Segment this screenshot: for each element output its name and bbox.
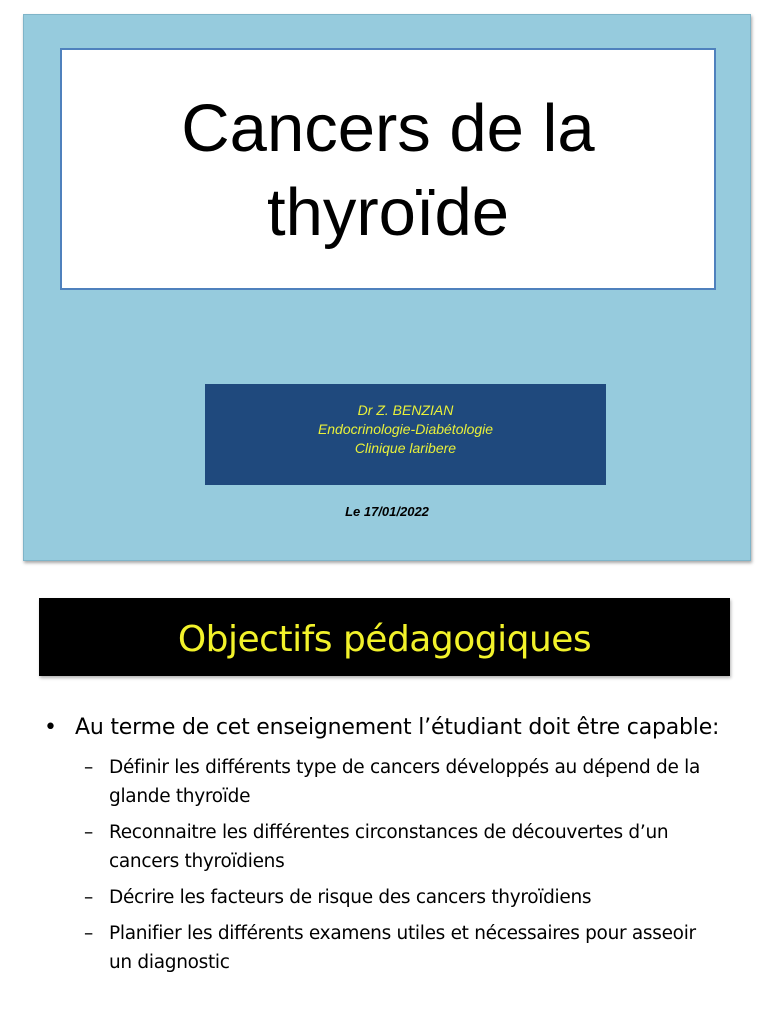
title-slide: [23, 14, 751, 561]
intro-text: Au terme de cet enseignement l’étudiant doit être capable:: [75, 715, 720, 740]
list-item-text: Définir les différents type de cancers développés au dépend de la glande thyroïde: [109, 757, 700, 807]
slide-title: [108, 87, 668, 255]
list-item-text: Planifier les différents examens utiles et nécessaires pour asseoir un diagnostic: [109, 923, 696, 973]
author-department: Endocrinologie-Diabétologie: [317, 421, 494, 437]
title-box: [60, 48, 716, 290]
author-clinic: Clinique laribere: [354, 440, 457, 456]
objectives-content: [0, 712, 768, 984]
list-item-text: Reconnaitre les différentes circonstances de découvertes d’un cancers thyroïdiens: [109, 822, 669, 872]
author-name: Dr Z. BENZIAN: [357, 402, 454, 418]
dash-icon: –: [84, 822, 93, 843]
objectives-header: [39, 598, 730, 676]
list-item: [84, 883, 719, 912]
dash-icon: –: [84, 923, 93, 944]
list-item-text: Décrire les facteurs de risque des cancers thyroïdiens: [109, 887, 592, 908]
objectives-list: [0, 753, 768, 977]
author-box: [205, 384, 606, 485]
title-line-2: thyroïde: [266, 175, 510, 250]
bullet-icon: •: [44, 715, 57, 740]
title-line-1: Cancers de la: [181, 91, 595, 166]
presentation-date: Le 17/01/2022: [345, 504, 429, 519]
objectives-slide: [0, 582, 768, 1024]
intro-bullet: [44, 712, 725, 744]
list-item: [84, 818, 719, 876]
objectives-title: Objectifs pédagogiques: [177, 618, 592, 660]
dash-icon: –: [84, 757, 93, 778]
list-item: [84, 919, 719, 977]
dash-icon: –: [84, 887, 93, 908]
list-item: [84, 753, 719, 811]
